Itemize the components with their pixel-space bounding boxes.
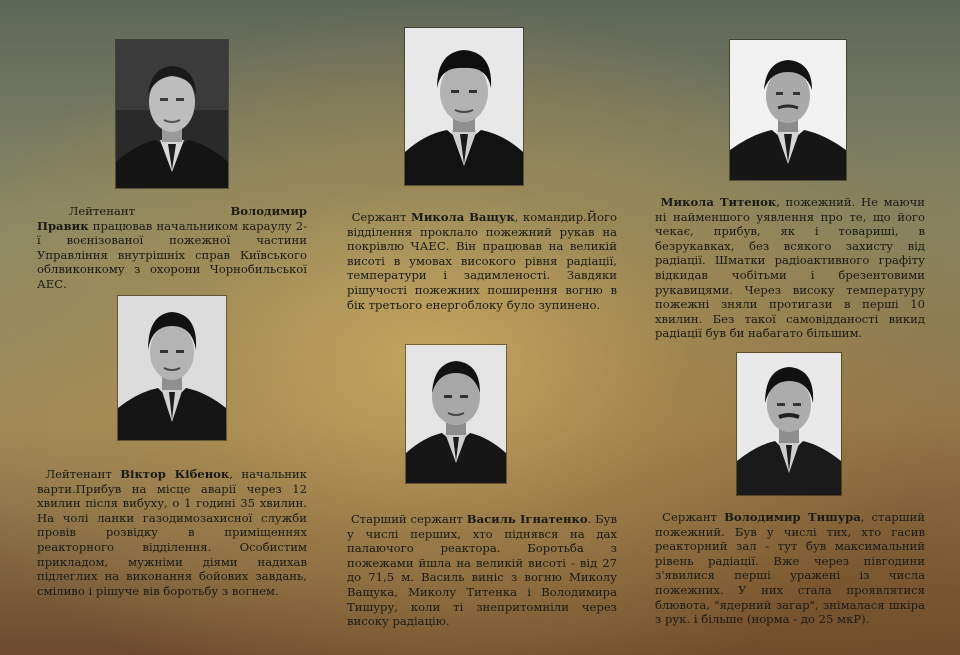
portrait-tyshura-image [737,353,841,495]
rank-label: Старший сержант [350,512,463,526]
rank-label: Лейтенант [68,204,136,218]
person-description: , командир.Його відділення проклало пожежний рукав на покрівлю ЧАЕС. Він працював на великій висоті в умовах високого рівня радіації, температури і задимленості. Завдяки рішучості пожежних поширення вогню в бік третього енергоблоку було зупинено. [347,210,618,312]
person-name: Віктор Кібенок [120,467,230,481]
caption-tyshura [655,510,925,627]
portrait-tytenok-image [730,40,846,180]
photo-ignatenko [406,345,506,483]
person-description: , старший пожежний. Був у числі тих, хто гасив реакторний зал - тут був максимальний рівень радіації. Вже через півгодини з'явилися перші уражені із числа пожежних. У них стала проявлятися блювота, "ядерний загар", знімалася шкіра з рук. і більше (норма - до 25 мкР). [655,510,926,627]
rank-label: Сержант [351,210,407,224]
portrait-vashchuk-image [405,28,523,185]
caption-pravyk [37,204,307,292]
caption-tytenok [655,195,925,341]
photo-pravyk [116,40,228,188]
caption-vashchuk [347,210,617,312]
caption-kibenok [37,467,307,598]
photo-kibenok [118,296,226,440]
person-name: Володимир Тишура [724,510,861,524]
rank-label: Лейтенант [45,467,112,481]
person-description: . Був у числі перших, хто піднявся на дах палаючого реактора. Боротьба з пожежами йшла на великій висоті - від 27 до 71,5 м. Василь виніс з вогню Миколу Ващука, Миколу Титенка і Володимира Тишуру, коли ті знепритомніли через високу радіацію. [347,512,617,629]
portrait-kibenok-image [118,296,226,440]
person-description: працював начальником караулу 2-ї воєнізованої пожежної частини Управління внутрішніх справ Київського облвиконкому з охорони Чорнобильської АЕС. [37,218,307,291]
portrait-ignatenko-image [406,345,506,483]
portrait-pravyk-image [116,40,228,188]
person-name: Микола Титенок [660,195,777,209]
person-name: Микола Ващук [411,210,515,224]
person-name: Володимир Правик [37,204,308,233]
person-description: , начальник варти.Прибув на місце аварії через 12 хвилин після вибуху, о 1 годині 35 хвилин. На чолі ланки газодимозахисної служби провів розвідку в приміщеннях реакторного відділення. Особистим прикладом, мужніми діями надихав підлеглих на виконання бойових завдань, сміливо і рішуче вів боротьбу з вогнем. [37,467,308,598]
photo-vashchuk [405,28,523,185]
caption-ignatenko [347,512,617,629]
person-description: , пожежний. Не маючи ні найменшого уявлення про те, що його чекає, прибув, як і товариші, в безрукавках, без всякого захисту від радіації. Шматки радіоактивного графіту відкидав чобітьми і брезентовими рукавицями. Через високу температуру пожежні зняли протигази в перші 10 хвилин. Без такої самовідданості викид радіації був би набагато більшим. [655,195,925,341]
person-name: Василь Ігнатенко [466,512,588,526]
photo-tyshura [737,353,841,495]
rank-label: Сержант [662,510,717,524]
photo-tytenok [730,40,846,180]
